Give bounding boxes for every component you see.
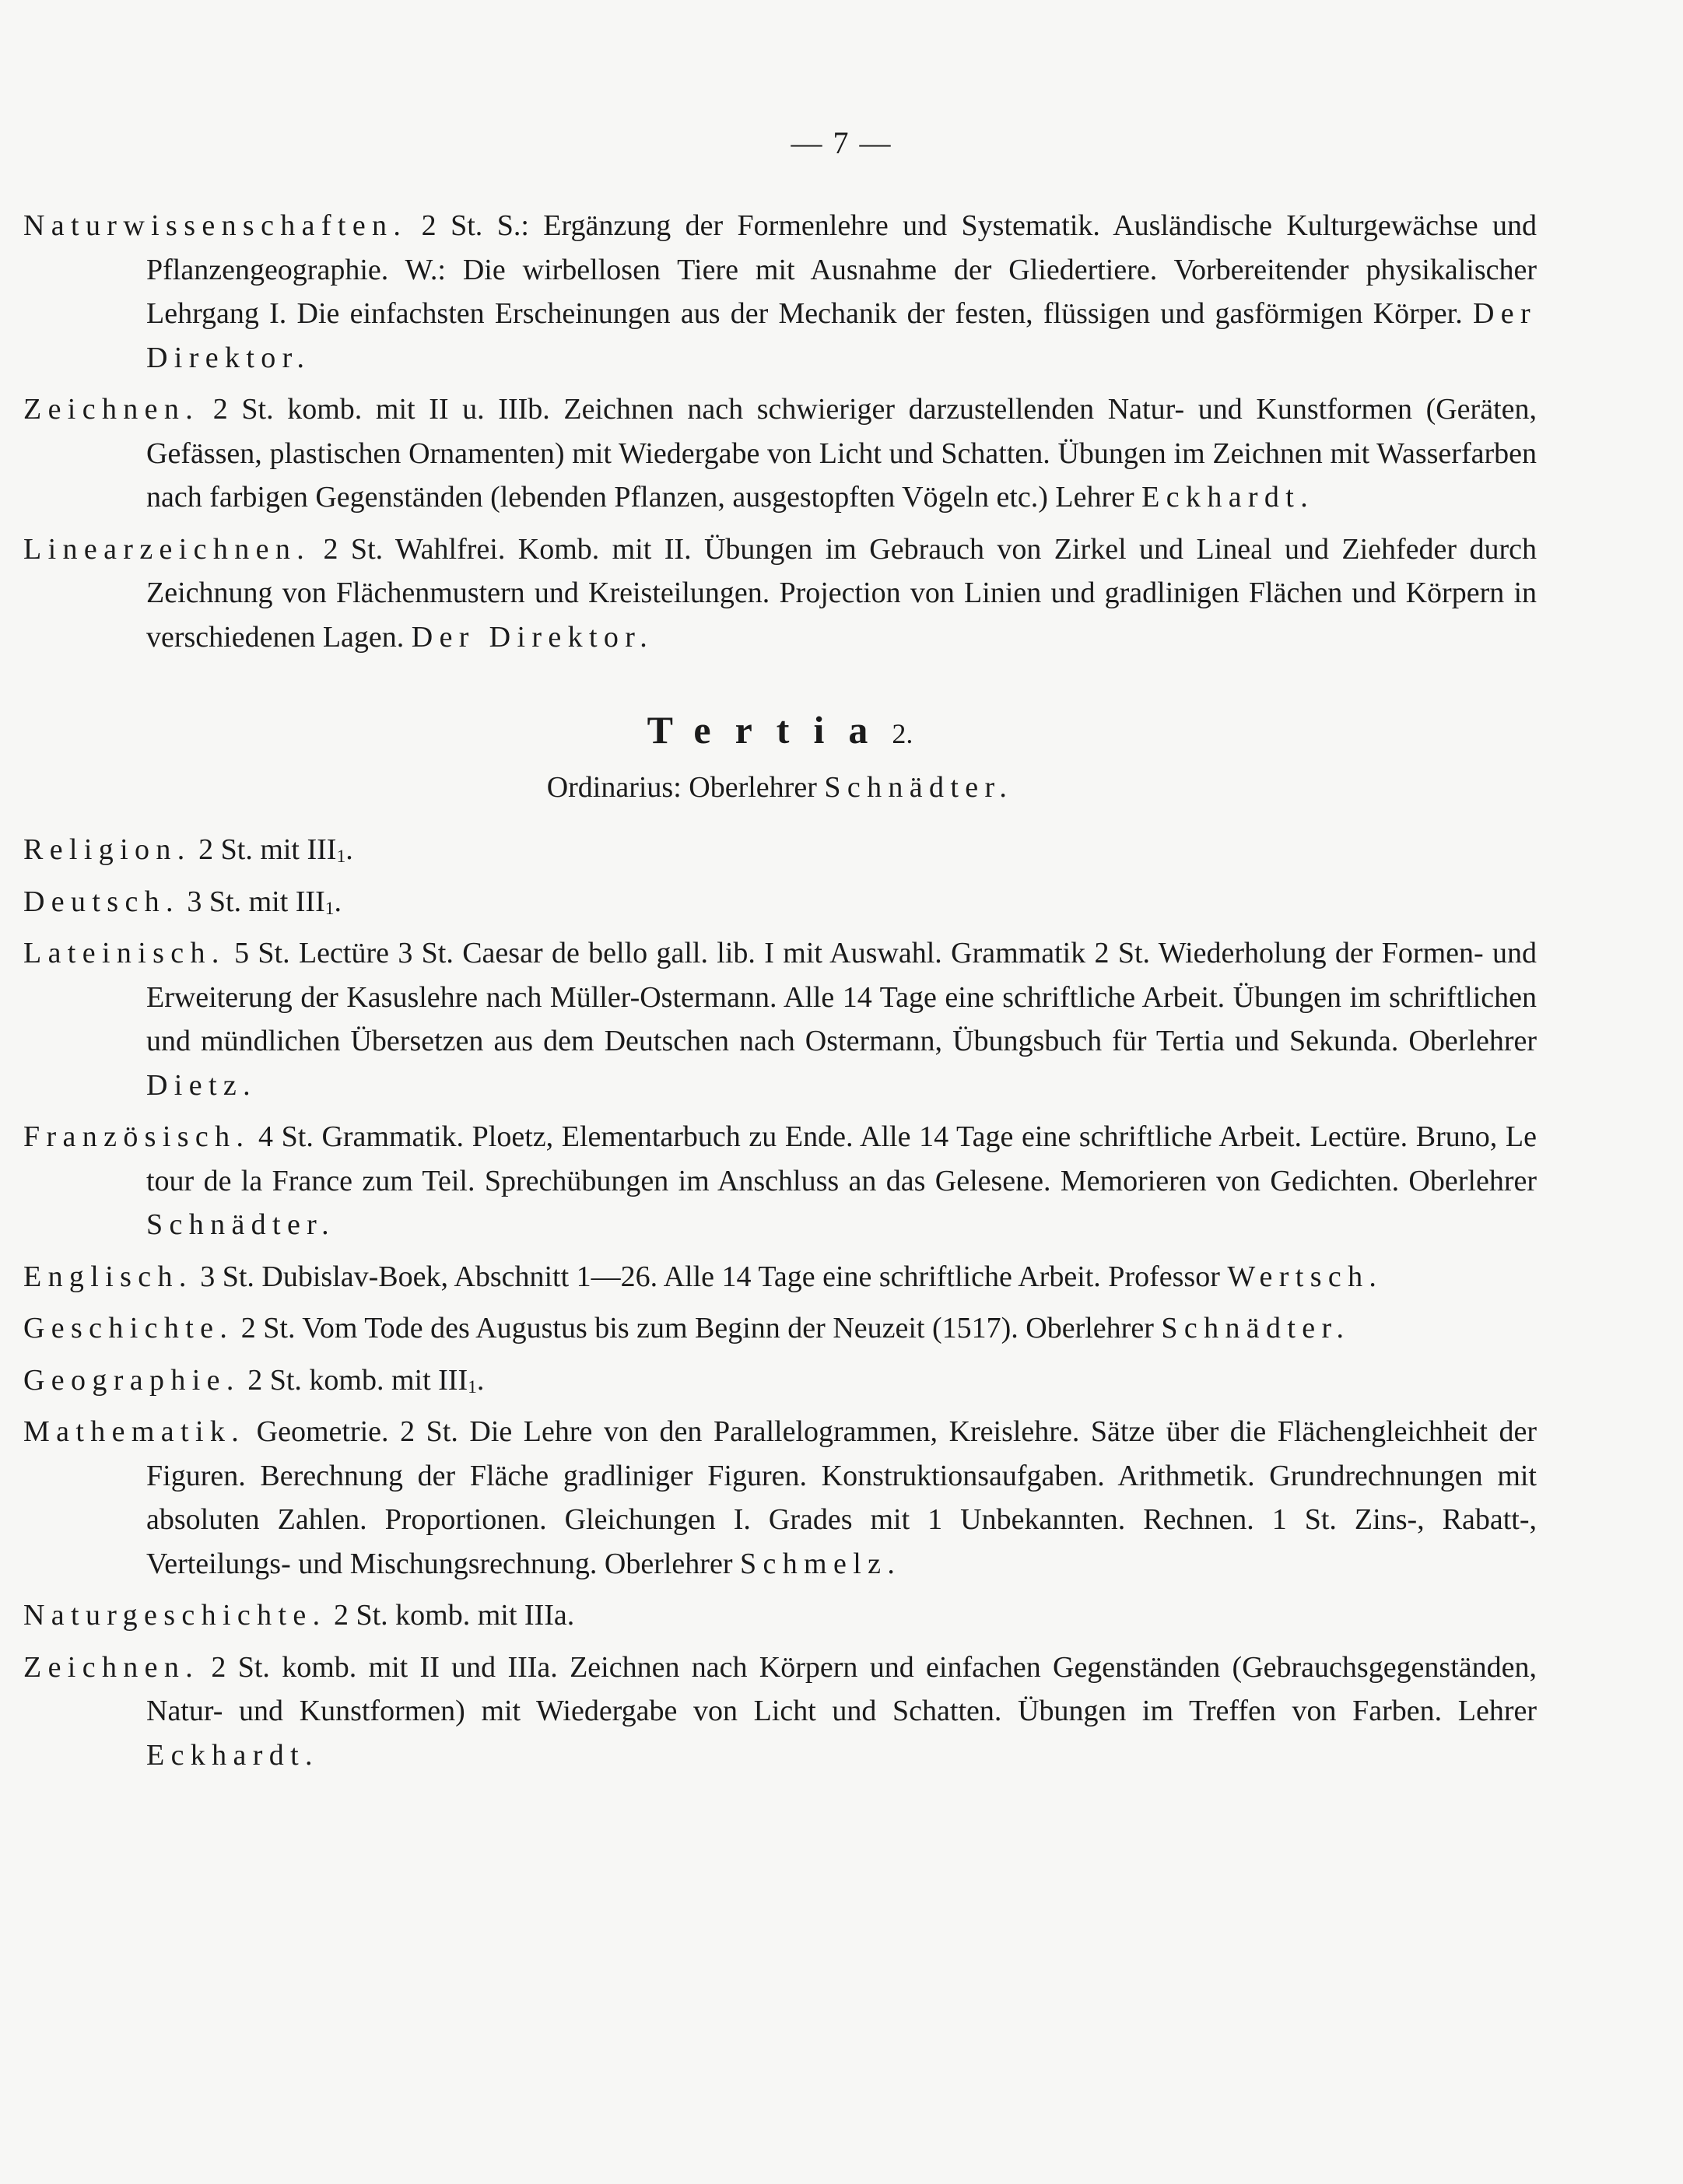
entry-person: Schnädter. <box>146 1208 335 1241</box>
entry-key: Linearzeichnen. <box>23 532 311 566</box>
entry-englisch <box>23 1255 1537 1299</box>
entry-key: Französisch. <box>23 1120 251 1153</box>
entry-person: Dietz. <box>146 1068 257 1102</box>
entry-person: Schnädter. <box>1161 1312 1351 1344</box>
entry-person: Schmelz. <box>739 1547 902 1580</box>
section-heading <box>23 703 1537 761</box>
entry-text: 4 St. Grammatik. Ploetz, Elementarbuch zu Ende. Alle 14 Tage eine schriftliche Arbeit. Lectüre. Bruno, Le tour de la France zum Teil. Sprechübungen im Anschluss an das Gelesene. Memorieren von Gedichten. Oberlehrer <box>146 1120 1537 1197</box>
entry-person: Der Direktor. <box>411 620 654 654</box>
entry-subscript: 1 <box>468 1376 477 1397</box>
entry-key: Englisch. <box>23 1260 193 1293</box>
ordinarius-title: Oberlehrer <box>681 771 825 804</box>
entry-key: Religion. <box>23 833 191 866</box>
entry-subscript: 1 <box>336 847 346 868</box>
entry-religion <box>23 828 1537 872</box>
entry-text: 2 St. Wahlfrei. Komb. mit II. Übungen im Gebrauch von Zirkel und Lineal und Ziehfeder durch Zeichnung von Flächenmustern und Kreisteilungen. Projection von Linien und gradlinigen Flächen und Körpern in verschiedenen Lagen. <box>146 532 1537 654</box>
page-content <box>23 204 1537 1785</box>
entry-subscript: 1 <box>324 898 335 919</box>
entry-text: 3 St. Dubislav-Boek, Abschnitt 1—26. Alle 14 Tage eine schriftliche Arbeit. Professor <box>192 1260 1228 1293</box>
entry-linearzeichnen <box>23 528 1537 660</box>
section-title: Tertia <box>647 708 892 752</box>
entry-person: Wertsch. <box>1227 1260 1383 1293</box>
entry-franzoesisch <box>23 1115 1537 1247</box>
entry-key: Zeichnen. <box>23 1650 200 1684</box>
entry-text: 2 St. S.: Ergänzung der Formenlehre und Systematik. Ausländische Kulturgewächse und Pflanzengeographie. W.: Die wirbellosen Tiere mit Ausnahme der Gliedertiere. Vorbereitender physikalischer Lehrgang I. Die einfachsten Erscheinungen aus der Mechanik der festen, flüssigen und gasförmigen Körper. <box>146 209 1537 330</box>
entry-text: 2 St. komb. mit III <box>240 1363 468 1397</box>
entry-deutsch <box>23 880 1537 924</box>
ordinarius-label: Ordinarius: <box>546 771 682 804</box>
page-number: — 7 — <box>791 125 892 160</box>
entry-key: Lateinisch. <box>23 937 226 969</box>
entry-key: Naturgeschichte. <box>23 1599 327 1632</box>
entry-text: Geometrie. 2 St. Die Lehre von den Parallelogrammen, Kreislehre. Sätze über die Flächengleichheit der Figuren. Berechnung der Fläche gradliniger Figuren. Konstruktionsaufgaben. Arithmetik. Grundrechnungen mit absoluten Zahlen. Proportionen. Gleichungen I. Grades mit 1 Unbekannten. Rechnen. 1 St. Zins-, Rabatt-, Verteilungs- und Mischungsrechnung. Oberlehrer <box>146 1415 1537 1580</box>
entry-text: 2 St. komb. mit IIIa. <box>326 1599 575 1632</box>
entry-tail: . <box>345 833 353 866</box>
section-number: 2. <box>892 718 913 749</box>
entry-person: Eckhardt. <box>1141 481 1315 514</box>
ordinarius-line <box>23 766 1537 809</box>
entry-text: 2 St. Vom Tode des Augustus bis zum Beginn der Neuzeit (1517). Oberlehrer <box>233 1312 1162 1344</box>
entry-text: 5 St. Lectüre 3 St. Caesar de bello gall. lib. I mit Auswahl. Grammatik 2 St. Wiederholung der Formen- und Erweiterung der Kasuslehre nach Müller-Ostermann. Alle 14 Tage eine schriftliche Arbeit. Übungen im schriftlichen und mündlichen Übersetzen aus dem Deutschen nach Ostermann, Übungsbuch für Tertia und Sekunda. Oberlehrer <box>146 937 1537 1057</box>
entry-lateinisch <box>23 931 1537 1107</box>
entry-naturwissenschaften <box>23 204 1537 380</box>
entry-geographie <box>23 1358 1537 1403</box>
entry-mathematik <box>23 1410 1537 1586</box>
entry-key: Deutsch. <box>23 885 180 918</box>
entry-person: Der Direktor. <box>146 297 1537 374</box>
entry-text: 2 St. mit III <box>191 833 337 866</box>
entry-key: Geographie. <box>23 1363 240 1397</box>
entry-key: Geschichte. <box>23 1312 234 1344</box>
entry-text: 2 St. komb. mit II u. IIIb. Zeichnen nach schwieriger darzustellenden Natur- und Kunstformen (Geräten, Gefässen, plastischen Ornamenten) mit Wiedergabe von Licht und Schatten. Übungen im Zeichnen mit Wasserfarben nach farbigen Gegenständen (lebenden Pflanzen, ausgestopften Vögeln etc.) Lehrer <box>146 393 1537 514</box>
entry-tail: . <box>476 1363 485 1397</box>
entry-key: Naturwissenschaften. <box>23 209 408 242</box>
entry-zeichnen-upper <box>23 387 1537 520</box>
entry-geschichte <box>23 1306 1537 1351</box>
entry-text: 2 St. komb. mit II und IIIa. Zeichnen nach Körpern und einfachen Gegenständen (Gebrauchsgegenständen, Natur- und Kunstformen) mit Wiedergabe von Licht und Schatten. Übungen im Treffen von Farben. Lehrer <box>146 1650 1537 1727</box>
entry-tail: . <box>334 885 342 918</box>
ordinarius-name: Schnädter. <box>824 771 1014 804</box>
entry-naturgeschichte <box>23 1593 1537 1638</box>
entry-person: Eckhardt. <box>146 1738 319 1772</box>
entry-key: Zeichnen. <box>23 393 200 426</box>
entry-key: Mathematik. <box>23 1415 246 1448</box>
entry-text: 3 St. mit III <box>179 885 325 918</box>
entry-zeichnen-lower <box>23 1646 1537 1778</box>
